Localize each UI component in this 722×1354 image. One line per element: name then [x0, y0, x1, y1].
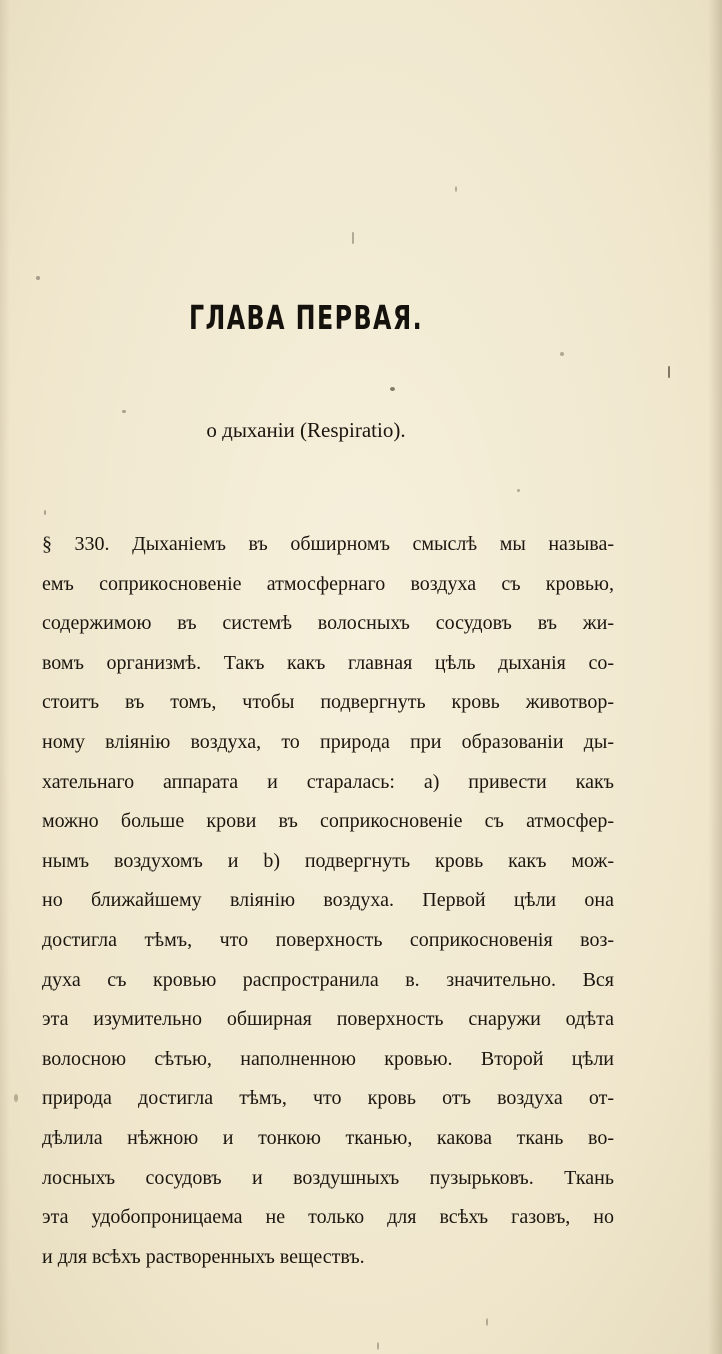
- text-line: природа достигла тѣмъ, что кровь отъ воздуха от-: [42, 1087, 614, 1110]
- paper-speck: [352, 232, 354, 244]
- text-line: емъ соприкосновеніе атмосфернаго воздуха съ кровью,: [42, 572, 614, 595]
- paragraph-330: [42, 525, 614, 1277]
- paper-speck: [486, 1318, 488, 1326]
- text-line: нымъ воздухомъ и b) подвергнуть кровь какъ мож-: [42, 849, 614, 872]
- chapter-title: ГЛАВА ПЕРВАЯ.: [188, 298, 424, 337]
- paper-speck: [517, 489, 520, 492]
- text-line: эта изумительно обширная поверхность снаружи одѣта: [42, 1008, 614, 1031]
- text-line: и для всѣхъ растворенныхъ веществъ.: [42, 1245, 365, 1268]
- paper-speck: [668, 366, 670, 378]
- text-line: духа съ кровью распространила в. значительно. Вся: [42, 968, 614, 991]
- paper-speck: [560, 352, 564, 356]
- text-line: ному вліянію воздуха, то природа при образованіи ды-: [42, 730, 614, 753]
- binding-shadow: [0, 0, 10, 1354]
- text-line: лосныхъ сосудовъ и воздушныхъ пузырьковъ. Ткань: [42, 1166, 614, 1189]
- text-line: волосною сѣтью, наполненною кровью. Второй цѣли: [42, 1047, 614, 1070]
- text-line: но ближайшему вліянію воздуха. Первой цѣли она: [42, 889, 614, 912]
- paper-speck: [14, 1094, 18, 1102]
- page-edge-shadow: [708, 0, 722, 1354]
- paper-speck: [455, 186, 457, 192]
- chapter-subtitle: о дыханіи (Respiratio).: [206, 418, 406, 442]
- text-line: содержимою въ системѣ волосныхъ сосудовъ въ жи-: [42, 612, 614, 635]
- text-line: хательнаго аппарата и старалась: a) привести какъ: [42, 770, 614, 793]
- text-line: можно больше крови въ соприкосновеніе съ атмосфер-: [42, 810, 614, 833]
- text-line: достигла тѣмъ, что поверхность соприкосновенія воз-: [42, 928, 614, 951]
- paper-speck: [122, 410, 126, 413]
- paper-speck: [44, 510, 46, 515]
- text-line: эта удобопроницаема не только для всѣхъ газовъ, но: [42, 1206, 614, 1229]
- paper-speck: [36, 276, 40, 280]
- text-line: стоитъ въ томъ, чтобы подвергнуть кровь животвор-: [42, 691, 614, 714]
- text-line: вомъ организмѣ. Такъ какъ главная цѣль дыханія со-: [42, 651, 614, 674]
- paper-speck: [390, 387, 395, 391]
- paper-speck: [377, 1342, 379, 1350]
- text-line: § 330. Дыханіемъ въ обширномъ смыслѣ мы называ-: [42, 533, 614, 555]
- text-line: дѣлила нѣжною и тонкою тканью, какова ткань во-: [42, 1126, 614, 1149]
